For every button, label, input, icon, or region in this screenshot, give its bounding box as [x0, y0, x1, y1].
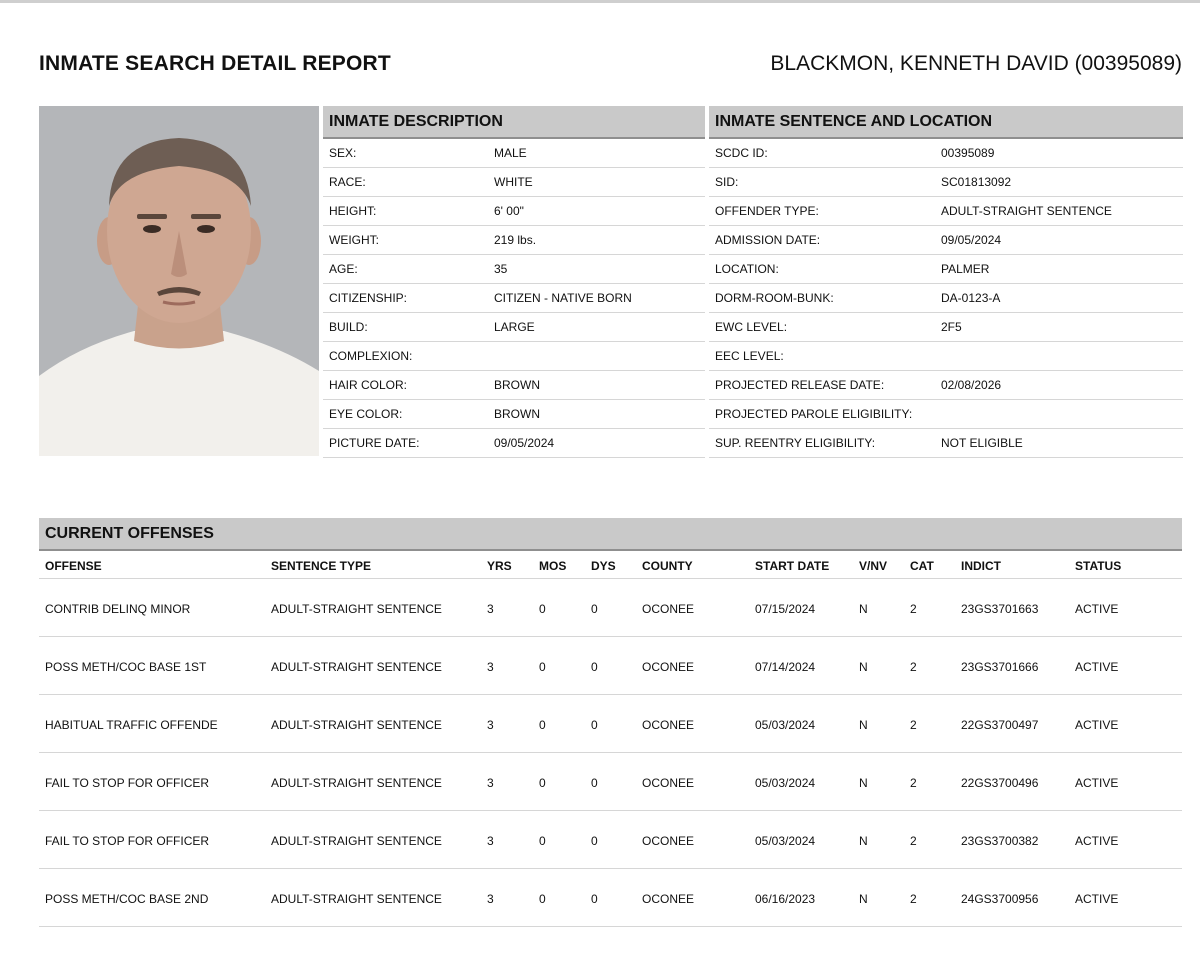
offense-cell-status: ACTIVE: [1075, 834, 1119, 848]
offense-cell-mos: 0: [539, 834, 546, 848]
description-label: SEX:: [329, 146, 357, 160]
offense-cell-offense: POSS METH/COC BASE 2ND: [45, 892, 209, 906]
inmate-description-panel: [323, 106, 705, 458]
description-label: CITIZENSHIP:: [329, 291, 408, 305]
offense-row: [39, 637, 1182, 695]
description-row: [323, 400, 705, 429]
description-row: [323, 168, 705, 197]
offense-cell-start-date: 07/14/2024: [755, 660, 816, 674]
offense-cell-indict: 23GS3700382: [961, 834, 1039, 848]
description-label: HAIR COLOR:: [329, 378, 408, 392]
sentence-label: EEC LEVEL:: [715, 349, 784, 363]
sentence-row: [709, 342, 1183, 371]
sentence-value: 09/05/2024: [941, 233, 1002, 247]
offense-cell-status: ACTIVE: [1075, 718, 1119, 732]
offense-cell-mos: 0: [539, 718, 546, 732]
description-label: RACE:: [329, 175, 366, 189]
col-offense: OFFENSE: [45, 559, 102, 573]
description-value: 219 lbs.: [494, 233, 537, 247]
sentence-value: 02/08/2026: [941, 378, 1002, 392]
offense-cell-cat: 2: [910, 892, 917, 906]
offense-cell-dys: 0: [591, 602, 598, 616]
sentence-row: [709, 313, 1183, 342]
offense-cell-cat: 2: [910, 718, 917, 732]
description-value: 6' 00": [494, 204, 524, 218]
offense-cell-offense: HABITUAL TRAFFIC OFFENDE: [45, 718, 218, 732]
offense-cell-dys: 0: [591, 660, 598, 674]
offense-cell-yrs: 3: [487, 602, 494, 616]
col-cat: CAT: [910, 559, 934, 573]
offense-cell-start-date: 07/15/2024: [755, 602, 816, 616]
offense-cell-indict: 23GS3701663: [961, 602, 1039, 616]
offense-cell-county: OCONEE: [642, 660, 695, 674]
sentence-value: 2F5: [941, 320, 962, 334]
offense-cell-cat: 2: [910, 602, 917, 616]
offense-cell-indict: 23GS3701666: [961, 660, 1039, 674]
offense-cell-vnv: N: [859, 602, 868, 616]
description-row: [323, 371, 705, 400]
offense-cell-start-date: 05/03/2024: [755, 718, 816, 732]
col-indict: INDICT: [961, 559, 1001, 573]
report-title: INMATE SEARCH DETAIL REPORT: [39, 52, 391, 75]
offense-cell-yrs: 3: [487, 834, 494, 848]
sentence-location-heading: INMATE SENTENCE AND LOCATION: [709, 106, 1183, 139]
offenses-column-headers: [39, 551, 1182, 579]
col-vnv: V/NV: [859, 559, 888, 573]
sentence-row: [709, 197, 1183, 226]
offense-cell-county: OCONEE: [642, 602, 695, 616]
description-label: WEIGHT:: [329, 233, 379, 247]
description-label: EYE COLOR:: [329, 407, 403, 421]
description-value: BROWN: [494, 378, 540, 392]
description-value: WHITE: [494, 175, 533, 189]
description-row: [323, 255, 705, 284]
offense-cell-yrs: 3: [487, 718, 494, 732]
inmate-description-heading: INMATE DESCRIPTION: [323, 106, 705, 139]
sentence-row: [709, 226, 1183, 255]
offense-cell-offense: POSS METH/COC BASE 1ST: [45, 660, 207, 674]
offense-row: [39, 753, 1182, 811]
offense-cell-cat: 2: [910, 660, 917, 674]
offense-cell-vnv: N: [859, 718, 868, 732]
description-label: HEIGHT:: [329, 204, 377, 218]
sentence-label: LOCATION:: [715, 262, 779, 276]
description-row: [323, 226, 705, 255]
sentence-row: [709, 371, 1183, 400]
sentence-label: PROJECTED PAROLE ELIGIBILITY:: [715, 407, 913, 421]
current-offenses-table: [39, 518, 1182, 927]
offense-cell-start-date: 05/03/2024: [755, 776, 816, 790]
offense-cell-indict: 22GS3700497: [961, 718, 1039, 732]
offense-cell-dys: 0: [591, 718, 598, 732]
inmate-photo: [39, 106, 319, 456]
col-county: COUNTY: [642, 559, 693, 573]
description-row: [323, 313, 705, 342]
description-value: 09/05/2024: [494, 436, 555, 450]
sentence-label: PROJECTED RELEASE DATE:: [715, 378, 885, 392]
offense-cell-dys: 0: [591, 834, 598, 848]
offense-cell-offense: FAIL TO STOP FOR OFFICER: [45, 776, 210, 790]
sentence-label: EWC LEVEL:: [715, 320, 788, 334]
sentence-row: [709, 400, 1183, 429]
col-sentence-type: SENTENCE TYPE: [271, 559, 372, 573]
description-value: LARGE: [494, 320, 535, 334]
offense-cell-offense: CONTRIB DELINQ MINOR: [45, 602, 191, 616]
description-value: BROWN: [494, 407, 540, 421]
offense-cell-county: OCONEE: [642, 776, 695, 790]
description-row: [323, 139, 705, 168]
sentence-row: [709, 429, 1183, 458]
description-row: [323, 429, 705, 458]
offense-cell-mos: 0: [539, 776, 546, 790]
offense-cell-status: ACTIVE: [1075, 602, 1119, 616]
description-label: AGE:: [329, 262, 358, 276]
offense-cell-indict: 22GS3700496: [961, 776, 1039, 790]
col-dys: DYS: [591, 559, 616, 573]
col-yrs: YRS: [487, 559, 512, 573]
offense-cell-sentence-type: ADULT-STRAIGHT SENTENCE: [271, 660, 442, 674]
description-row: [323, 197, 705, 226]
offense-cell-dys: 0: [591, 776, 598, 790]
offense-cell-indict: 24GS3700956: [961, 892, 1039, 906]
description-row: [323, 342, 705, 371]
offense-row: [39, 869, 1182, 927]
sentence-row: [709, 168, 1183, 197]
description-value: 35: [494, 262, 508, 276]
col-status: STATUS: [1075, 559, 1122, 573]
description-label: BUILD:: [329, 320, 368, 334]
sentence-label: SID:: [715, 175, 739, 189]
sentence-value: PALMER: [941, 262, 990, 276]
description-value: CITIZEN - NATIVE BORN: [494, 291, 632, 305]
offense-cell-vnv: N: [859, 834, 868, 848]
offense-cell-mos: 0: [539, 660, 546, 674]
col-mos: MOS: [539, 559, 567, 573]
offense-cell-yrs: 3: [487, 892, 494, 906]
offense-cell-sentence-type: ADULT-STRAIGHT SENTENCE: [271, 834, 442, 848]
offense-cell-status: ACTIVE: [1075, 660, 1119, 674]
description-row: [323, 284, 705, 313]
offense-cell-start-date: 06/16/2023: [755, 892, 816, 906]
sentence-value: DA-0123-A: [941, 291, 1001, 305]
offense-cell-vnv: N: [859, 660, 868, 674]
sentence-row: [709, 284, 1183, 313]
sentence-location-panel: [709, 106, 1183, 458]
offense-cell-cat: 2: [910, 834, 917, 848]
offense-cell-dys: 0: [591, 892, 598, 906]
sentence-value: NOT ELIGIBLE: [941, 436, 1023, 450]
offense-cell-status: ACTIVE: [1075, 776, 1119, 790]
sentence-label: SUP. REENTRY ELIGIBILITY:: [715, 436, 876, 450]
offense-cell-yrs: 3: [487, 660, 494, 674]
sentence-value: SC01813092: [941, 175, 1012, 189]
description-label: COMPLEXION:: [329, 349, 413, 363]
sentence-row: [709, 139, 1183, 168]
offense-cell-vnv: N: [859, 892, 868, 906]
offense-cell-county: OCONEE: [642, 718, 695, 732]
offense-cell-sentence-type: ADULT-STRAIGHT SENTENCE: [271, 718, 442, 732]
sentence-label: OFFENDER TYPE:: [715, 204, 819, 218]
offense-row: [39, 695, 1182, 753]
offense-row: [39, 811, 1182, 869]
sentence-value: ADULT-STRAIGHT SENTENCE: [941, 204, 1112, 218]
description-label: PICTURE DATE:: [329, 436, 420, 450]
current-offenses-heading: CURRENT OFFENSES: [39, 518, 1182, 551]
inmate-name: BLACKMON, KENNETH DAVID (00395089): [770, 52, 1182, 75]
sentence-row: [709, 255, 1183, 284]
offense-cell-offense: FAIL TO STOP FOR OFFICER: [45, 834, 210, 848]
offense-cell-vnv: N: [859, 776, 868, 790]
offense-cell-cat: 2: [910, 776, 917, 790]
offense-cell-mos: 0: [539, 602, 546, 616]
col-start-date: START DATE: [755, 559, 830, 573]
offense-cell-sentence-type: ADULT-STRAIGHT SENTENCE: [271, 892, 442, 906]
sentence-label: ADMISSION DATE:: [715, 233, 821, 247]
top-border: [0, 0, 1200, 3]
description-value: MALE: [494, 146, 527, 160]
offense-cell-mos: 0: [539, 892, 546, 906]
offense-cell-county: OCONEE: [642, 892, 695, 906]
sentence-label: SCDC ID:: [715, 146, 768, 160]
sentence-value: 00395089: [941, 146, 995, 160]
offense-row: [39, 579, 1182, 637]
offense-cell-start-date: 05/03/2024: [755, 834, 816, 848]
offense-cell-county: OCONEE: [642, 834, 695, 848]
offense-cell-status: ACTIVE: [1075, 892, 1119, 906]
offense-cell-sentence-type: ADULT-STRAIGHT SENTENCE: [271, 602, 442, 616]
sentence-label: DORM-ROOM-BUNK:: [715, 291, 834, 305]
offense-cell-yrs: 3: [487, 776, 494, 790]
offense-cell-sentence-type: ADULT-STRAIGHT SENTENCE: [271, 776, 442, 790]
